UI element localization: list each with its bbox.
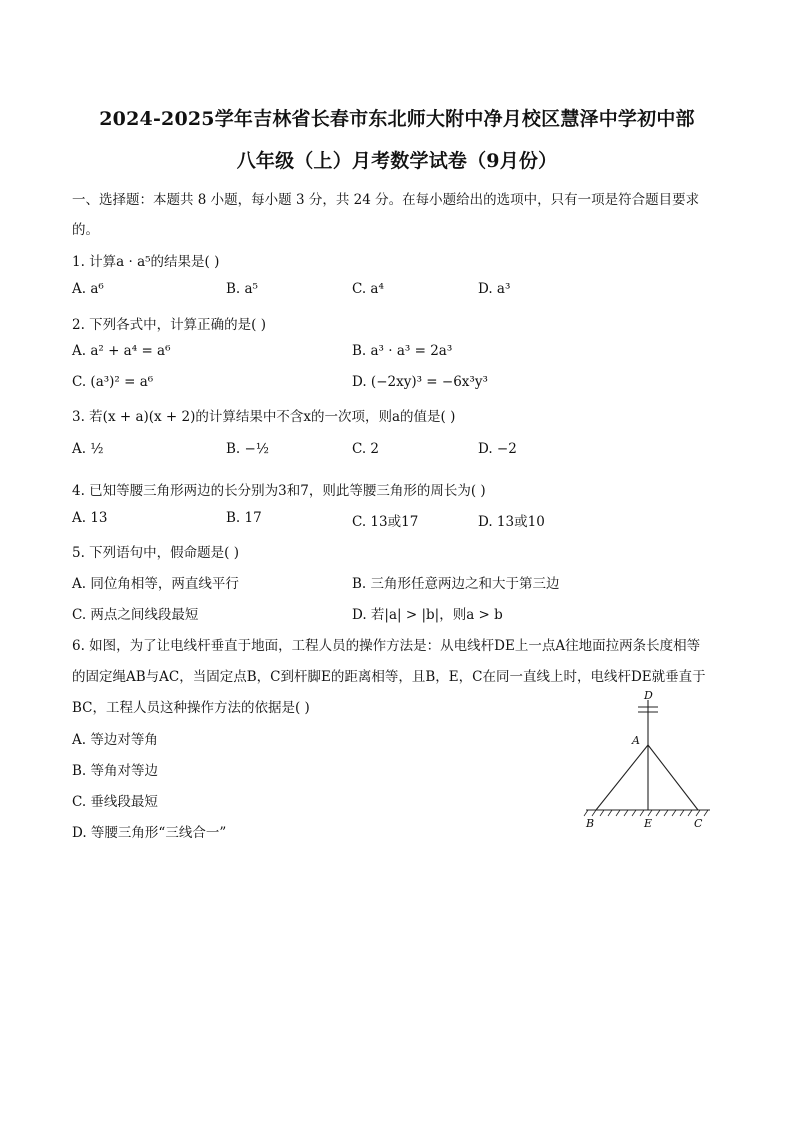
question-6-option-d: D. 等腰三角形“三线合一” <box>72 825 227 841</box>
label-d: D <box>644 689 653 702</box>
question-4-stem: 4. 已知等腰三角形两边的长分别为3和7，则此等腰三角形的周长为( ) <box>72 483 486 499</box>
question-2-option-c: C. (a³)² = a⁶ <box>72 374 154 390</box>
question-2-option-b: B. a³ · a³ = 2a³ <box>352 343 453 359</box>
question-6-stem-line3: BC，工程人员这种操作方法的依据是( ) <box>72 700 310 716</box>
question-1-option-b: B. a⁵ <box>226 281 258 297</box>
question-5-option-b: B. 三角形任意两边之和大于第三边 <box>352 576 560 592</box>
question-6-figure <box>578 688 718 833</box>
question-1-option-a: A. a⁶ <box>72 281 104 297</box>
label-b: B <box>586 817 595 830</box>
question-5-stem: 5. 下列语句中，假命题是( ) <box>72 545 239 561</box>
section-heading-line1: 一、选择题：本题共 8 小题，每小题 3 分，共 24 分。在每小题给出的选项中，只有一项是符合题目要求 <box>72 192 700 208</box>
question-5-option-d: D. 若|a| > |b|，则a > b <box>352 607 503 623</box>
question-1-option-c: C. a⁴ <box>352 281 384 297</box>
question-4-option-d: D. 13或10 <box>478 514 545 530</box>
rope-ac <box>648 745 698 810</box>
question-1-option-d: D. a³ <box>478 281 511 297</box>
question-3-option-a: A. ½ <box>72 441 104 457</box>
question-4-option-c: C. 13或17 <box>352 514 419 530</box>
question-1-stem: 1. 计算a · a⁵的结果是( ) <box>72 254 220 270</box>
question-4-option-a: A. 13 <box>72 510 108 526</box>
question-3-option-b: B. −½ <box>226 441 269 457</box>
question-3-option-d: D. −2 <box>478 441 517 457</box>
question-5-option-a: A. 同位角相等，两直线平行 <box>72 576 239 592</box>
question-4-option-b: B. 17 <box>226 510 262 526</box>
question-3-option-c: C. 2 <box>352 441 380 457</box>
question-6-option-b: B. 等角对等边 <box>72 763 159 779</box>
question-2-stem: 2. 下列各式中，计算正确的是( ) <box>72 317 266 333</box>
question-5-option-c: C. 两点之间线段最短 <box>72 607 199 623</box>
label-c: C <box>694 817 703 830</box>
label-e: E <box>644 817 653 830</box>
ground-hatching <box>584 810 708 816</box>
question-6-stem-line1: 6. 如图，为了让电线杆垂直于地面，工程人员的操作方法是：从电线杆DE上一点A往地面拉两条长度相等 <box>72 638 701 654</box>
section-heading-line2: 的。 <box>72 222 99 238</box>
question-3-stem: 3. 若(x + a)(x + 2)的计算结果中不含x的一次项，则a的值是( ) <box>72 409 456 425</box>
rope-ab <box>596 745 648 810</box>
exam-title-line1: 2024-2025学年吉林省长春市东北师大附中净月校区慧泽中学初中部 <box>99 108 695 130</box>
question-2-option-a: A. a² + a⁴ = a⁶ <box>72 343 171 359</box>
question-6-stem-line2: 的固定绳AB与AC，当固定点B，C到杆脚E的距离相等，且B，E，C在同一直线上时，电线杆DE就垂直于 <box>72 669 706 685</box>
question-6-option-c: C. 垂线段最短 <box>72 794 158 810</box>
label-a: A <box>632 734 640 747</box>
question-6-option-a: A. 等边对等角 <box>72 732 158 748</box>
question-2-option-d: D. (−2xy)³ = −6x³y³ <box>352 374 488 390</box>
exam-title-line2: 八年级（上）月考数学试卷（9月份） <box>236 150 558 172</box>
